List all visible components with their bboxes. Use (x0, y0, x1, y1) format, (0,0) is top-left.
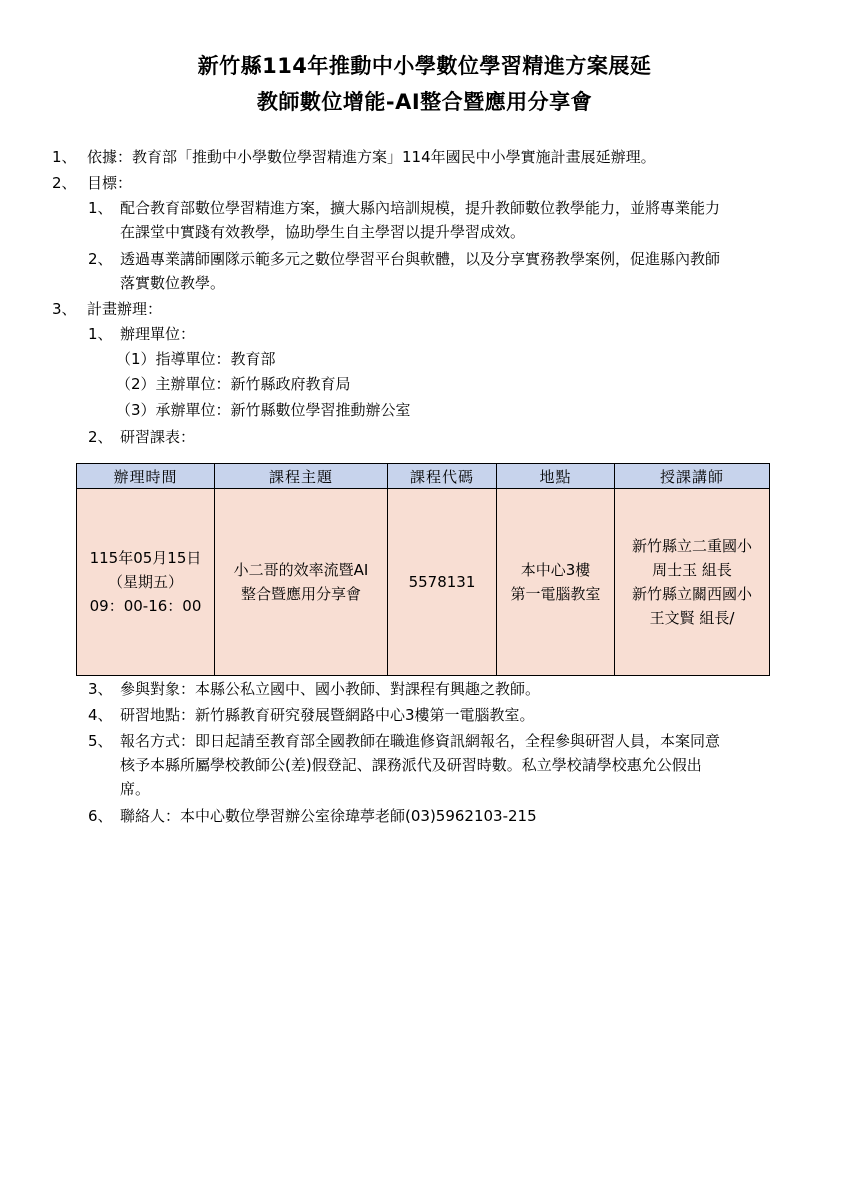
item-number: 1、 (52, 148, 77, 166)
schedule-heading: 研習課表： (120, 428, 196, 446)
contact: 聯絡人：本中心數位學習辦公室徐瑋葶老師(03)5962103-215 (120, 807, 537, 825)
registration-line2: 核予本縣所屬學校教師公(差)假登記、課務派代及研習時數。私立學校請學校惠允公假出 (120, 756, 702, 774)
page-title: 新竹縣114年推動中小學數位學習精進方案展延 (197, 54, 652, 78)
place-line2: 第一電腦教室 (510, 585, 601, 603)
item-basis: 依據：教育部「推動中小學數位學習精進方案」114年國民中小學實施計畫展延辦理。 (87, 148, 656, 166)
weekday-text: （星期五） (107, 573, 183, 591)
topic-line1: 小二哥的效率流暨AI (233, 561, 369, 579)
subitem-number: 6、 (88, 807, 113, 825)
lecturer1-name: 周士玉 組長 (652, 561, 732, 579)
header-lecturer: 授課講師 (615, 464, 770, 489)
table-row (77, 489, 770, 676)
lecturer1-school: 新竹縣立二重國小 (631, 537, 752, 555)
subitem-number: 3、 (88, 680, 113, 698)
page-subtitle: 教師數位增能-AI整合暨應用分享會 (256, 90, 593, 114)
subitem-number: 2、 (88, 250, 113, 268)
registration-line1: 報名方式：即日起請至教育部全國教師在職進修資訊網報名，全程參與研習人員，本案同意 (120, 732, 721, 750)
place-line1: 本中心3樓 (520, 561, 591, 579)
topic-line2: 整合暨應用分享會 (240, 585, 361, 603)
header-topic: 課程主題 (215, 464, 388, 489)
item-plan-heading: 計畫辦理： (87, 300, 163, 318)
units-heading: 辦理單位： (120, 325, 196, 343)
unit-executor: （3）承辦單位：新竹縣數位學習推動辦公室 (116, 401, 411, 419)
item-number: 3、 (52, 300, 77, 318)
subitem-number: 1、 (88, 325, 113, 343)
date-text: 115年05月15日 (89, 549, 202, 567)
unit-supervisor: （1）指導單位：教育部 (116, 350, 276, 368)
time-text: 09：00-16：00 (89, 597, 202, 615)
goal-2-line1: 透過專業講師團隊示範多元之數位學習平台與軟體，以及分享實務教學案例，促進縣內教師 (120, 250, 721, 268)
subitem-number: 1、 (88, 199, 113, 217)
header-code: 課程代碼 (388, 464, 497, 489)
item-goals-heading: 目標： (87, 174, 133, 192)
schedule-table (76, 463, 770, 676)
item-number: 2、 (52, 174, 77, 192)
subitem-number: 2、 (88, 428, 113, 446)
participants: 參與對象：本縣公私立國中、國小教師、對課程有興趣之教師。 (120, 680, 541, 698)
subitem-number: 4、 (88, 706, 113, 724)
cell-lecturer (615, 489, 770, 676)
lecturer2-school: 新竹縣立關西國小 (631, 585, 752, 603)
subitem-number: 5、 (88, 732, 113, 750)
cell-date (77, 489, 215, 676)
goal-1-line1: 配合教育部數位學習精進方案，擴大縣內培訓規模，提升教師數位教學能力，並將專業能力 (120, 199, 721, 217)
cell-topic (215, 489, 388, 676)
venue: 研習地點：新竹縣教育研究發展暨網路中心3樓第一電腦教室。 (120, 706, 535, 724)
goal-1-line2: 在課堂中實踐有效教學，協助學生自主學習以提升學習成效。 (120, 223, 526, 241)
table-header-row (77, 464, 770, 489)
cell-code: 5578131 (388, 489, 497, 676)
registration-line3: 席。 (120, 780, 151, 798)
lecturer2-name: 王文賢 組長/ (649, 609, 735, 627)
cell-place (497, 489, 615, 676)
header-place: 地點 (497, 464, 615, 489)
unit-organizer: （2）主辦單位：新竹縣政府教育局 (116, 375, 351, 393)
header-date: 辦理時間 (77, 464, 215, 489)
goal-2-line2: 落實數位教學。 (120, 274, 226, 292)
